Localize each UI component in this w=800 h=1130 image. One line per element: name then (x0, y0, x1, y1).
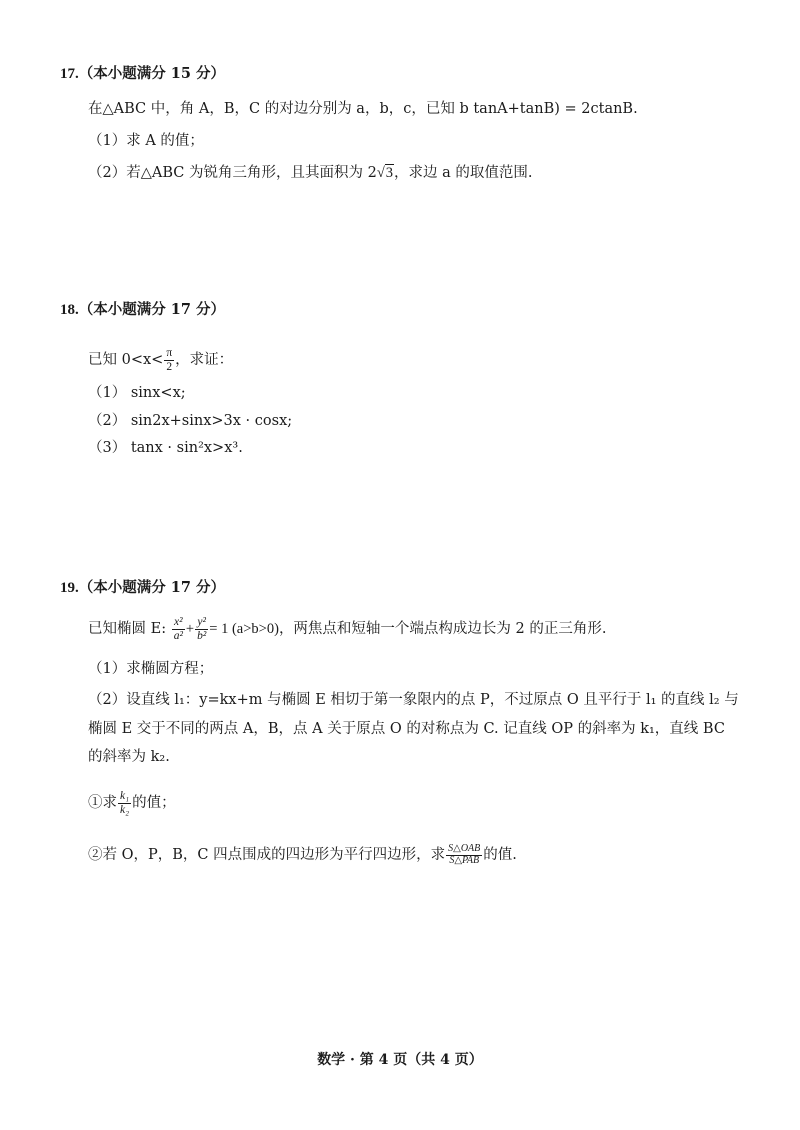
q19-sub2-prefix: ②若 O，P，B，C 四点围成的四边形为平行四边形，求 (88, 847, 446, 863)
q18-frac-den: 2 (166, 360, 173, 373)
q17-part2-prefix: （2）若△ABC 为锐角三角形，且其面积为 2 (88, 165, 377, 181)
q18-number: 18. (60, 302, 79, 318)
q19-header (60, 578, 225, 598)
q19-fy-den: b² (197, 629, 207, 642)
q17-points: （本小题满分 15 分） (78, 65, 226, 82)
q19-sub1-fraction (118, 790, 131, 815)
q19-sub1-prefix: ①求 (88, 795, 117, 811)
q19-stem-prefix: 已知椭圆 E: (88, 621, 171, 637)
q17-header (60, 64, 225, 84)
q19-sub1-suffix: 的值； (132, 795, 176, 811)
q19-frac-y (195, 616, 208, 641)
q19-part1: （1）求椭圆方程； (88, 661, 214, 677)
q19-part2-line3: 的斜率为 k₂. (88, 749, 170, 765)
q18-part1: （1） sinx<x; (88, 385, 186, 401)
q18-fraction (164, 347, 174, 372)
q19-sub2-suffix: 的值. (483, 847, 517, 863)
q19-stem (88, 610, 607, 648)
q19-number: 19. (60, 580, 79, 596)
q19-sub1-num: k₁ (120, 790, 130, 803)
q19-stem-suffix: ，两焦点和短轴一个端点构成边长为 2 的正三角形. (278, 621, 607, 637)
page-footer: 数学 · 第 4 页（共 4 页） (317, 1052, 483, 1068)
q19-sub2-num: S△OAB (448, 843, 481, 854)
q19-stem-eq: = 1 (a>b>0) (209, 621, 279, 637)
q18-stem (88, 342, 233, 378)
q18-points: （本小题满分 17 分） (78, 301, 226, 318)
q19-fx-den: a² (173, 629, 183, 642)
q19-fy-num: y² (195, 616, 208, 629)
q19-sub1-den: k₂ (120, 803, 130, 816)
q19-sub1 (88, 783, 176, 823)
q18-stem-prefix: 已知 0<x< (88, 352, 164, 368)
q18-header (60, 300, 225, 320)
q19-sub2-fraction (446, 844, 482, 866)
q18-part3: （3） tanx · sin²x>x³. (88, 440, 243, 456)
q17-part1: （1）求 A 的值； (88, 133, 204, 149)
q19-part2-line1: （2）设直线 l₁：y=kx+m 与椭圆 E 相切于第一象限内的点 P，不过原点 O 且平行于 l₁ 的直线 l₂ 与 (88, 692, 739, 708)
q17-part2: （2）若△ABC 为锐角三角形，且其面积为 2√3，求边 a 的取值范围. (88, 165, 533, 181)
q19-part2-line2: 椭圆 E 交于不同的两点 A，B，点 A 关于原点 O 的对称点为 C. 记直线 OP 的斜率为 k₁，直线 BC (88, 721, 725, 737)
q19-sub2-den: S△PAB (449, 854, 480, 866)
q17-part2-suffix: ，求边 a 的取值范围. (394, 165, 533, 181)
q17-number: 17. (60, 66, 79, 82)
q19-sub2 (88, 835, 517, 875)
q19-plus: + (185, 621, 195, 637)
q19-fx-num: x² (172, 616, 185, 629)
q18-part2: （2） sin2x+sinx>3x · cosx; (88, 413, 293, 429)
q19-frac-x (172, 616, 185, 641)
q18-stem-suffix: ，求证： (175, 352, 234, 368)
q17-stem: 在△ABC 中，角 A，B，C 的对边分别为 a，b，c，已知 b tanA+tanB) = 2ctanB. (88, 101, 638, 117)
q17-part2-sqrt: 3 (385, 165, 394, 181)
q18-frac-num: π (166, 347, 173, 360)
q19-points: （本小题满分 17 分） (78, 579, 226, 596)
